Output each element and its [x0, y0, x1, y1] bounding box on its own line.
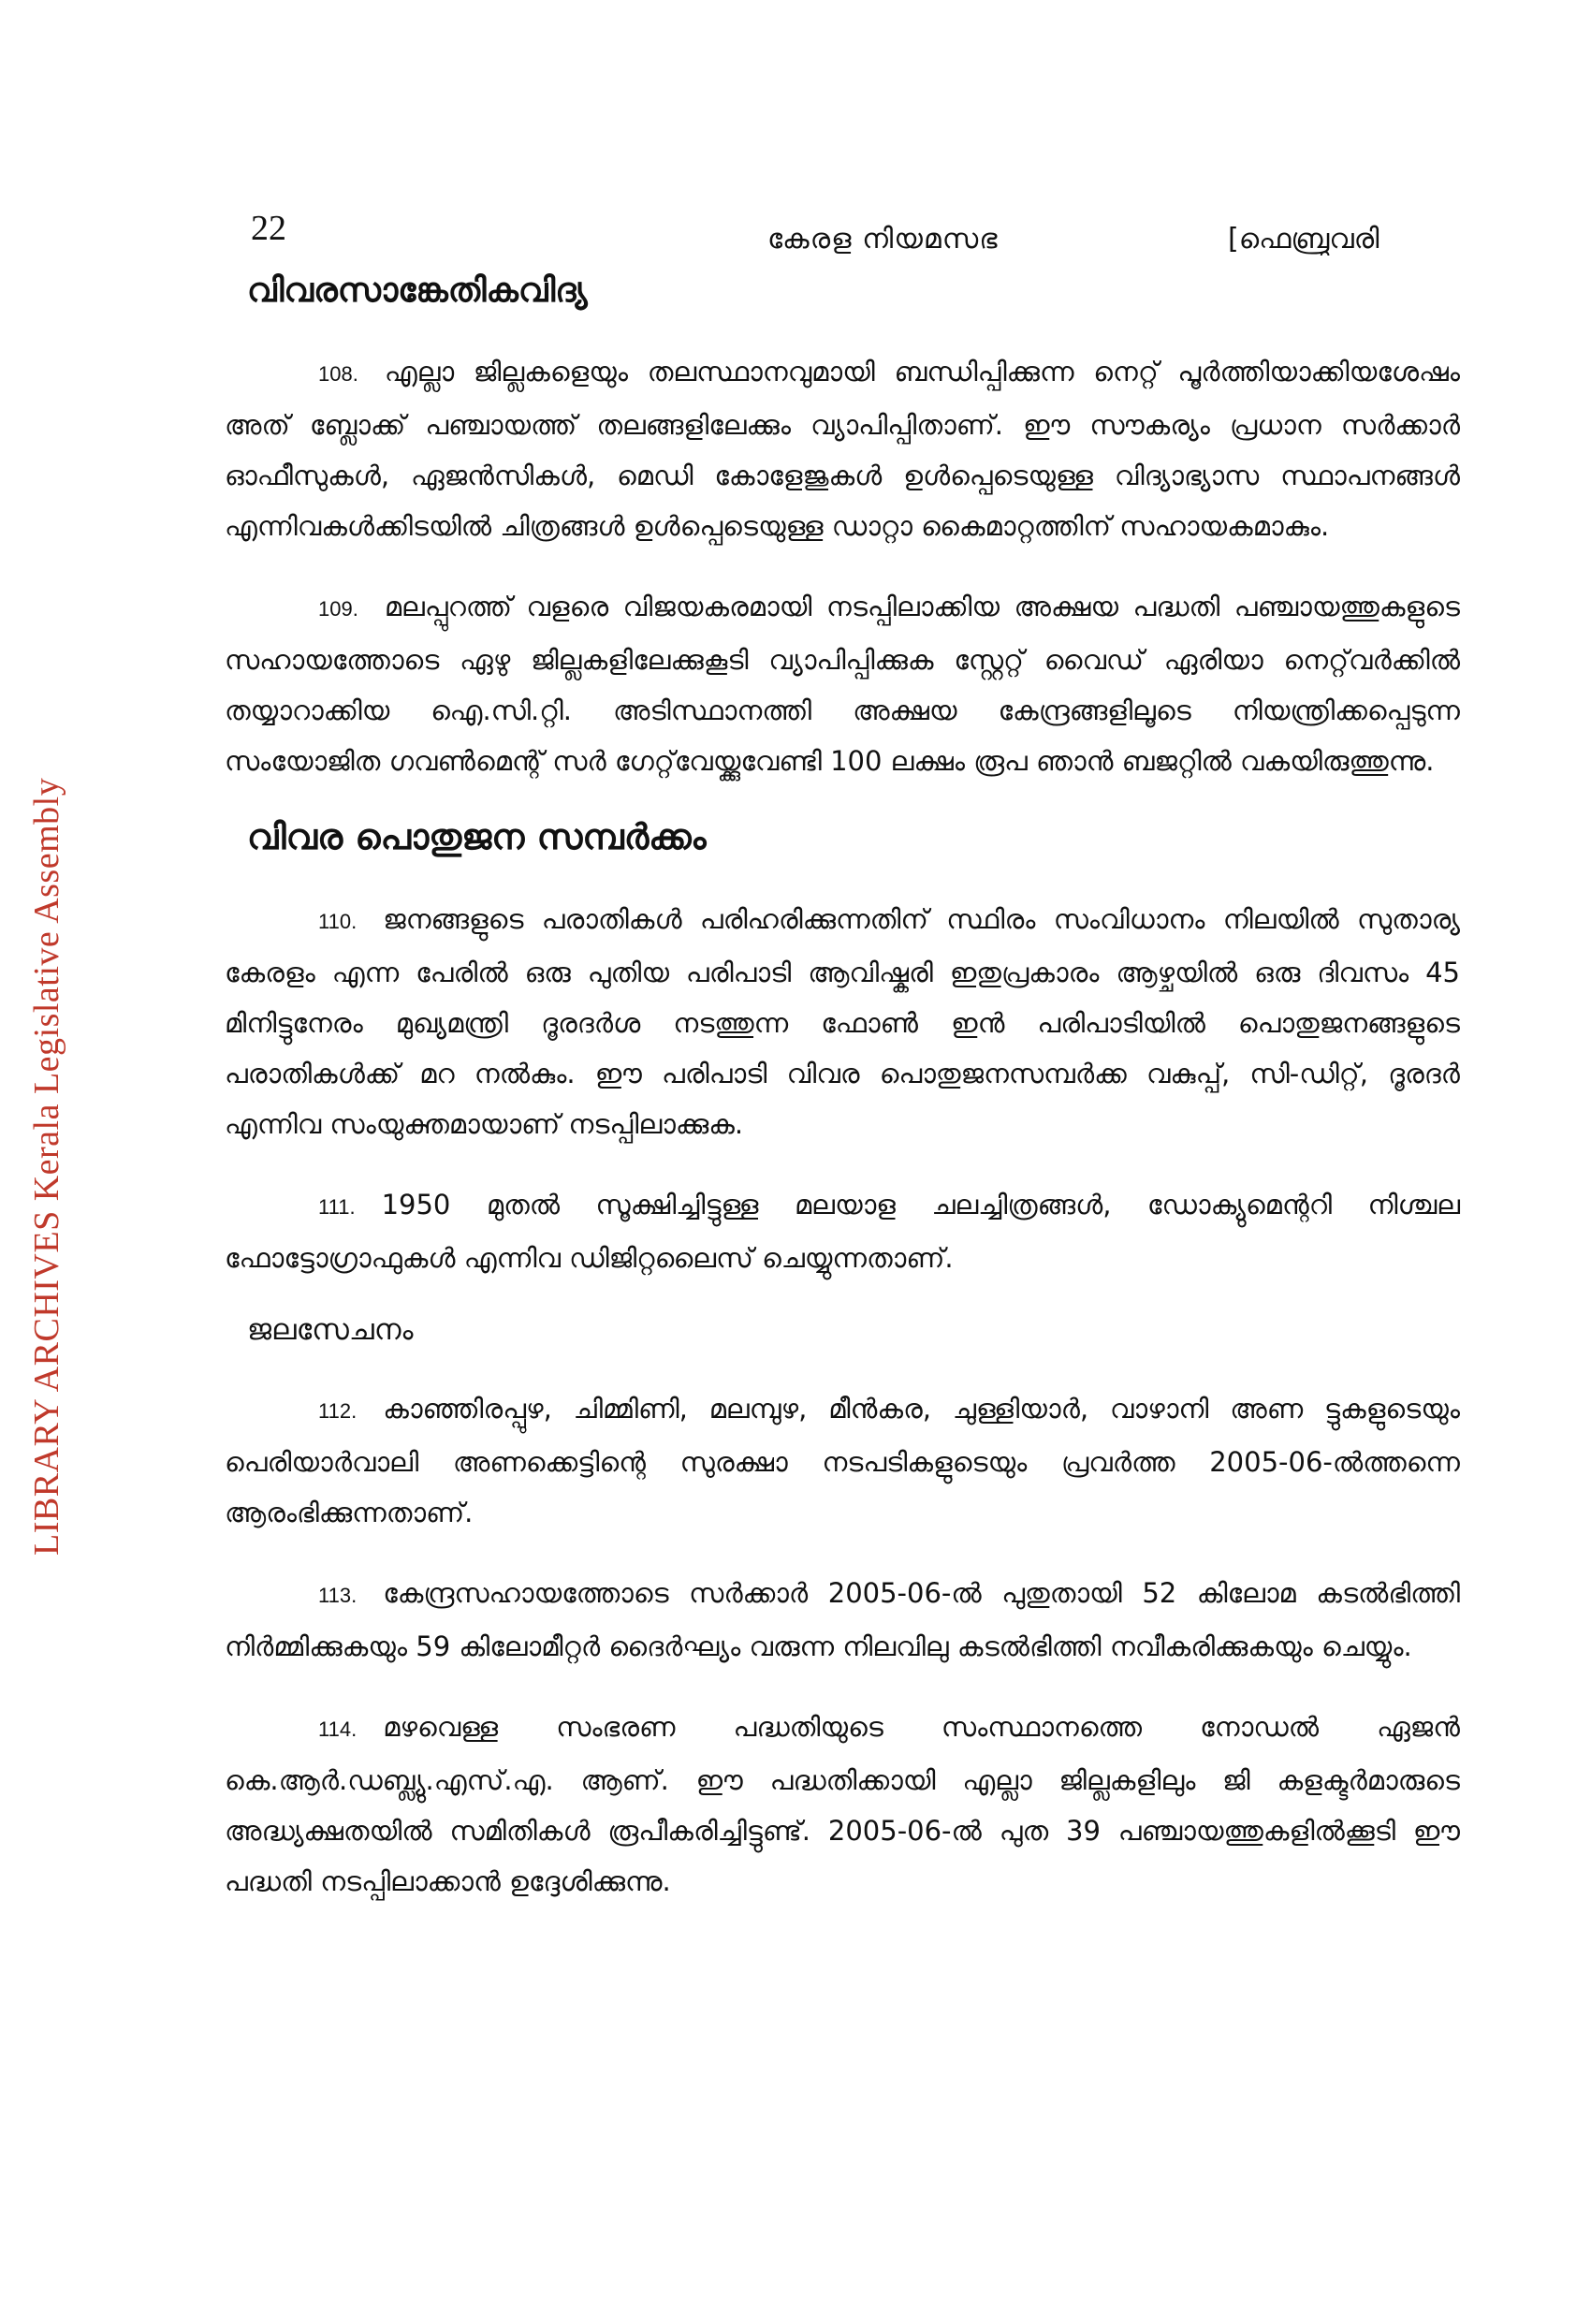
paragraph-text: കേന്ദ്രസഹായത്തോടെ സർക്കാർ 2005-06-ൽ പുതുതായി 52 കിലോമ കടൽഭിത്തി നിർമ്മിക്കുകയും 59 കിലോമീറ്റർ ദൈർഘ്യം വരുന്ന നിലവിലു കടൽഭിത്തി നവീകരിക്കുകയും ചെയ്യും. [225, 1577, 1460, 1662]
paragraph-text: 1950 മുതൽ സൂക്ഷിച്ചിട്ടുള്ള മലയാള ചലച്ചിത്രങ്ങൾ, ഡോക്യുമെന്ററി നിശ്ചല ഫോട്ടോഗ്രാഫുകൾ എന്നിവ ഡിജിറ്റലൈസ് ചെയ്യുന്നതാണ്. [225, 1189, 1460, 1274]
paragraph-text: മഴവെള്ള സംഭരണ പദ്ധതിയുടെ സംസ്ഥാനത്തെ നോഡൽ ഏജൻ കെ.ആർ.ഡബ്ല്യു.എസ്.എ. ആണ്. ഈ പദ്ധതിക്കായി എല്ലാ ജില്ലകളിലും ജി കളക്ടർമാരുടെ അദ്ധ്യക്ഷതയിൽ സമിതികൾ രൂപീകരിച്ചിട്ടുണ്ട്. 2005-06-ൽ പുത 39 പഞ്ചായത്തുകളിൽക്കൂടി ഈ പദ്ധതി നടപ്പിലാക്കാൻ ഉദ്ദേശിക്കുന്നു. [225, 1711, 1460, 1897]
paragraph-text: എല്ലാ ജില്ലകളെയും തലസ്ഥാനവുമായി ബന്ധിപ്പിക്കുന്ന നെറ്റ് പൂർത്തിയാക്കിയശേഷം അത് ബ്ലോക്ക് പഞ്ചായത്ത് തലങ്ങളിലേക്കും വ്യാപിപ്പിതാണ്. ഈ സൗകര്യം പ്രധാന സർക്കാർ ഓഫീസുകൾ, ഏജൻസികൾ, മെഡി കോളേജുകൾ ഉൾപ്പെടെയുള്ള വിദ്യാഭ്യാസ സ്ഥാപനങ്ങൾ എന്നിവകൾക്കിടയിൽ ചിത്രങ്ങൾ ഉൾപ്പെടെയുള്ള ഡാറ്റാ കൈമാറ്റത്തിന് സഹായകമാകും. [225, 356, 1460, 542]
paragraph [225, 1568, 1460, 1672]
page-number: 22 [251, 209, 286, 248]
paragraph-number: 114. [318, 1717, 358, 1741]
paragraph [225, 346, 1460, 551]
section-public-relations [225, 816, 1460, 1283]
paragraph-number: 112. [318, 1399, 358, 1423]
paragraph-number: 113. [318, 1584, 358, 1607]
paragraph [225, 894, 1460, 1149]
paragraph-number: 110. [318, 910, 358, 933]
page-body [225, 271, 1460, 1937]
paragraph-number: 108. [318, 362, 358, 386]
section-heading: വിവരസാങ്കേതികവിദ്യ [247, 271, 588, 310]
paragraph [225, 581, 1460, 786]
section-it [225, 271, 1460, 786]
paragraph-number: 109. [318, 597, 358, 621]
archive-watermark: LIBRARY ARCHIVES Kerala Legislative Assembly [27, 777, 66, 1556]
section-heading: ജലസേചനം [247, 1313, 414, 1347]
paragraph [225, 1179, 1460, 1283]
paragraph-text: ജനങ്ങളുടെ പരാതികൾ പരിഹരിക്കുന്നതിന് സ്ഥിരം സംവിധാനം നിലയിൽ സുതാര്യ കേരളം എന്ന പേരിൽ ഒരു പുതിയ പരിപാടി ആവിഷ്കരി ഇതുപ്രകാരം ആഴ്ചയിൽ ഒരു ദിവസം 45 മിനിട്ടുനേരം മുഖ്യമന്ത്രി ദൂരദർശ നടത്തുന്ന ഫോൺ ഇൻ പരിപാടിയിൽ പൊതുജനങ്ങളുടെ പരാതികൾക്ക് മറ നൽകും. ഈ പരിപാടി വിവര പൊതുജനസമ്പർക്ക വകുപ്പ്, സി-ഡിറ്റ്, ദൂരദർ എന്നിവ സംയുക്തമായാണ് നടപ്പിലാക്കുക. [225, 903, 1460, 1140]
running-date: [ഫെബ്രുവരി [1228, 223, 1379, 256]
section-heading: വിവര പൊതുജന സമ്പർക്കം [247, 816, 707, 857]
paragraph-text: മലപ്പുറത്ത് വളരെ വിജയകരമായി നടപ്പിലാക്കിയ അക്ഷയ പദ്ധതി പഞ്ചായത്തുകളുടെ സഹായത്തോടെ ഏഴു ജില്ലകളിലേക്കുകൂടി വ്യാപിപ്പിക്കുക സ്റ്റേറ്റ് വൈഡ് ഏരിയാ നെറ്റ്‌വർക്കിൽ തയ്യാറാക്കിയ ഐ.സി.റ്റി. അടിസ്ഥാനത്തി അക്ഷയ കേന്ദ്രങ്ങളിലൂടെ നിയന്ത്രിക്കപ്പെടുന്ന സംയോജിത ഗവൺമെന്റ് സർ ഗേറ്റ്‌വേയ്ക്കുവേണ്ടി 100 ലക്ഷം രൂപ ഞാൻ ബജറ്റിൽ വകയിരുത്തുന്നു. [225, 591, 1460, 777]
paragraph-text: കാഞ്ഞിരപ്പുഴ, ചിമ്മിണി, മലമ്പുഴ, മീൻകര, ചുള്ളിയാർ, വാഴാനി അണ ട്ടുകളുടെയും പെരിയാർവാലി അണക്കെട്ടിന്റെ സുരക്ഷാ നടപടികളുടെയും പ്രവർത്ത 2005-06-ൽത്തന്നെ ആരംഭിക്കുന്നതാണ്. [225, 1393, 1460, 1528]
section-irrigation [225, 1313, 1460, 1907]
paragraph [225, 1702, 1460, 1907]
paragraph [225, 1383, 1460, 1538]
running-title: കേരള നിയമസഭ [767, 223, 999, 256]
paragraph-number: 111. [318, 1195, 356, 1219]
